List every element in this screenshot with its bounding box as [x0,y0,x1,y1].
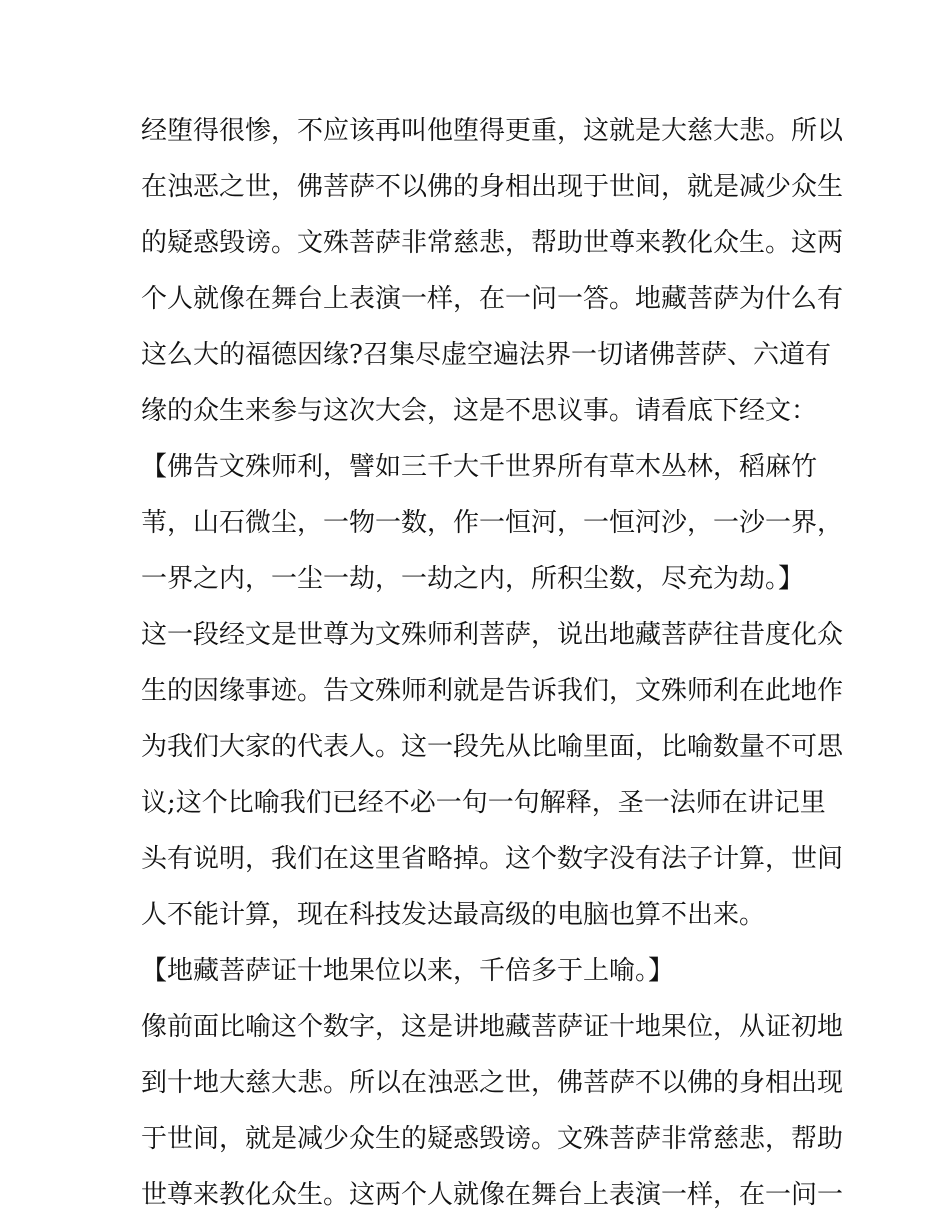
sutra-quote-line-4: 【地藏菩萨证十地果位以来，千倍多于上喻。】 [141,956,675,986]
sutra-quote-line-1: 【佛告文殊师利，譬如三千大千世界所有草木丛林，稻麻竹 [141,452,818,482]
text-line-5: 这么大的福德因缘?召集尽虚空遍法界一切诸佛菩萨、六道有 [141,340,831,370]
text-line-10: 这一段经文是世尊为文殊师利菩萨，说出地藏菩萨往昔度化众 [141,620,844,650]
text-line-2: 在浊恶之世，佛菩萨不以佛的身相出现于世间，就是减少众生 [141,172,844,202]
text-line-20: 世尊来教化众生。这两个人就像在舞台上表演一样，在一问一 [141,1180,844,1210]
text-line-17: 像前面比喻这个数字，这是讲地藏菩萨证十地果位，从证初地 [141,1012,844,1042]
text-line-15: 人不能计算，现在科技发达最高级的电脑也算不出来。 [141,900,766,930]
text-line-4: 个人就像在舞台上表演一样，在一问一答。地藏菩萨为什么有 [141,284,844,314]
text-line-13: 议;这个比喻我们已经不必一句一句解释，圣一法师在讲记里 [141,788,826,818]
text-line-18: 到十地大慈大悲。所以在浊恶之世，佛菩萨不以佛的身相出现 [141,1068,844,1098]
text-line-12: 为我们大家的代表人。这一段先从比喻里面，比喻数量不可思 [141,732,844,762]
text-line-3: 的疑惑毁谤。文殊菩萨非常慈悲，帮助世尊来教化众生。这两 [141,228,844,258]
text-line-6: 缘的众生来参与这次大会，这是不思议事。请看底下经文： [141,396,818,426]
text-line-14: 头有说明，我们在这里省略掉。这个数字没有法子计算，世间 [141,844,844,874]
sutra-quote-line-3: 一界之内，一尘一劫，一劫之内，所积尘数，尽充为劫。】 [141,564,805,594]
text-line-11: 生的因缘事迹。告文殊师利就是告诉我们，文殊师利在此地作 [141,676,844,706]
body-text [141,103,844,1223]
text-line-19: 于世间，就是减少众生的疑惑毁谤。文殊菩萨非常慈悲，帮助 [141,1124,844,1154]
text-line-1: 经堕得很惨，不应该再叫他堕得更重，这就是大慈大悲。所以 [141,116,844,146]
sutra-quote-line-2: 苇，山石微尘，一物一数，作一恒河，一恒河沙，一沙一界， [141,508,844,538]
